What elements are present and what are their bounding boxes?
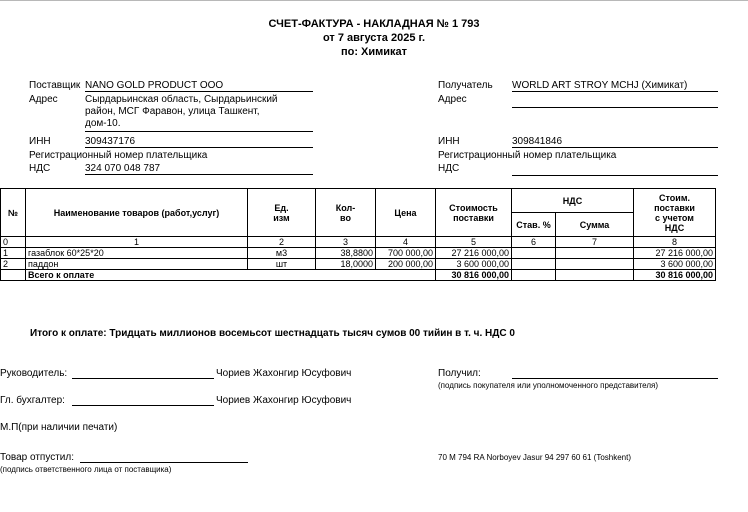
supplier-address-line: Сырдарьинская область, Сырдарьинский <box>85 94 278 105</box>
col-cost-header-line: поставки <box>453 212 494 223</box>
col-cost-header-line: Стоимость <box>449 202 498 213</box>
row-vat-sum <box>556 259 634 270</box>
col-num-header: № <box>1 189 26 237</box>
row-num: 2 <box>1 259 26 270</box>
supplier-nds: 324 070 048 787 <box>85 163 313 175</box>
row-num: 1 <box>1 248 26 259</box>
recipient-label: Получатель <box>438 80 493 91</box>
row-qty: 18,0000 <box>316 259 376 270</box>
col-price-header: Цена <box>376 189 436 237</box>
col-vat-sum-header: Сумма <box>556 213 634 237</box>
goods-table <box>0 188 716 281</box>
row-name: газаблок 60*25*20 <box>26 248 248 259</box>
total-cost: 30 816 000,00 <box>436 270 512 281</box>
total-empty-cell <box>556 270 634 281</box>
col-qty-header <box>316 189 376 237</box>
row-unit: м3 <box>248 248 316 259</box>
row-price: 200 000,00 <box>376 259 436 270</box>
table-total-row <box>1 270 716 281</box>
col-vat-header: НДС <box>512 189 634 213</box>
row-total: 27 216 000,00 <box>634 248 716 259</box>
index-cell: 4 <box>376 237 436 248</box>
supplier-label: Поставщик <box>29 80 81 91</box>
row-price: 700 000,00 <box>376 248 436 259</box>
total-empty-cell <box>512 270 556 281</box>
supplier-inn: 309437176 <box>85 136 313 148</box>
recipient-inn-label: ИНН <box>438 136 460 147</box>
row-cost: 27 216 000,00 <box>436 248 512 259</box>
received-note: (подпись покупателя или уполномоченного представителя) <box>438 381 659 390</box>
accountant-label: Гл. бухгалтер: <box>0 395 65 406</box>
col-unit-header <box>248 189 316 237</box>
index-cell: 8 <box>634 237 716 248</box>
supplier-reg-label: Регистрационный номер плательщика <box>29 150 208 161</box>
col-qty-header-line: во <box>340 212 351 223</box>
supplier-inn-label: ИНН <box>29 136 51 147</box>
released-signature-line <box>80 462 248 463</box>
col-unit-header-line: Ед. <box>274 202 289 213</box>
col-total-header-line: Стоим. <box>659 192 690 203</box>
col-vat-rate-header: Став. % <box>512 213 556 237</box>
index-cell: 7 <box>556 237 634 248</box>
col-cost-header <box>436 189 512 237</box>
row-vat-sum <box>556 248 634 259</box>
total-sum: 30 816 000,00 <box>634 270 716 281</box>
index-cell: 3 <box>316 237 376 248</box>
table-header-row <box>1 189 716 213</box>
supplier-address-label: Адрес <box>29 94 58 105</box>
supplier-name: NANO GOLD PRODUCT OOO <box>85 80 313 92</box>
director-label: Руководитель: <box>0 368 68 379</box>
col-total-header <box>634 189 716 237</box>
row-unit: шт <box>248 259 316 270</box>
supplier-address-line: район, МСГ Фаравон, улица Ташкент, <box>85 106 260 117</box>
recipient-nds-underline <box>512 175 718 176</box>
index-cell: 0 <box>1 237 26 248</box>
index-cell: 2 <box>248 237 316 248</box>
recipient-reg-label: Регистрационный номер плательщика <box>438 150 617 161</box>
row-cost: 3 600 000,00 <box>436 259 512 270</box>
summary-text: Итого к оплате: Тридцать миллионов восемьсот шестнадцать тысяч сумов 00 тийин в т. ч. НДС 0 <box>30 328 515 339</box>
index-cell: 5 <box>436 237 512 248</box>
col-name-header: Наименование товаров (работ,услуг) <box>26 189 248 237</box>
row-total: 3 600 000,00 <box>634 259 716 270</box>
supplier-address-line: дом-10. <box>85 118 121 129</box>
vehicle-info: 70 M 794 RA Norboyev Jasur 94 297 60 61 (Toshkent) <box>438 453 631 462</box>
top-border-line <box>0 0 748 4</box>
invoice-title: СЧЕТ-ФАКТУРА - НАКЛАДНАЯ № 1 793 <box>268 18 480 30</box>
supplier-address-underline <box>85 131 313 132</box>
recipient-inn: 309841846 <box>512 136 718 148</box>
table-row <box>1 259 716 270</box>
recipient-address-underline <box>512 107 718 108</box>
row-vat-rate <box>512 259 556 270</box>
accountant-name: Чориев Жахонгир Юсуфович <box>216 395 352 406</box>
total-label: Всего к оплате <box>26 270 436 281</box>
recipient-nds-label: НДС <box>438 163 460 174</box>
accountant-signature-line <box>72 405 214 406</box>
recipient-address-label: Адрес <box>438 94 467 105</box>
recipient-name: WORLD ART STROY MCHJ (Химикат) <box>512 80 718 92</box>
director-signature-line <box>72 378 214 379</box>
released-note: (подпись ответственного лица от поставщика) <box>0 465 172 474</box>
director-name: Чориев Жахонгир Юсуфович <box>216 368 352 379</box>
supplier-nds-label: НДС <box>29 163 51 174</box>
col-total-header-line: с учетом <box>655 212 694 223</box>
row-qty: 38,8800 <box>316 248 376 259</box>
supplier-address <box>85 94 278 130</box>
invoice-to: по: Химикат <box>340 46 408 58</box>
index-cell: 1 <box>26 237 248 248</box>
col-qty-header-line: Кол- <box>335 202 356 213</box>
received-label: Получил: <box>438 368 481 379</box>
invoice-date: от 7 августа 2025 г. <box>322 32 426 44</box>
row-name: паддон <box>26 259 248 270</box>
col-total-header-line: НДС <box>664 222 685 233</box>
stamp-note: М.П(при наличии печати) <box>0 422 118 433</box>
table-index-row <box>1 237 716 248</box>
row-vat-rate <box>512 248 556 259</box>
received-signature-line <box>512 378 718 379</box>
released-label: Товар отпустил: <box>0 452 74 463</box>
table-row <box>1 248 716 259</box>
col-total-header-line: поставки <box>654 202 695 213</box>
total-empty-cell <box>1 270 26 281</box>
index-cell: 6 <box>512 237 556 248</box>
col-unit-header-line: изм <box>273 212 290 223</box>
